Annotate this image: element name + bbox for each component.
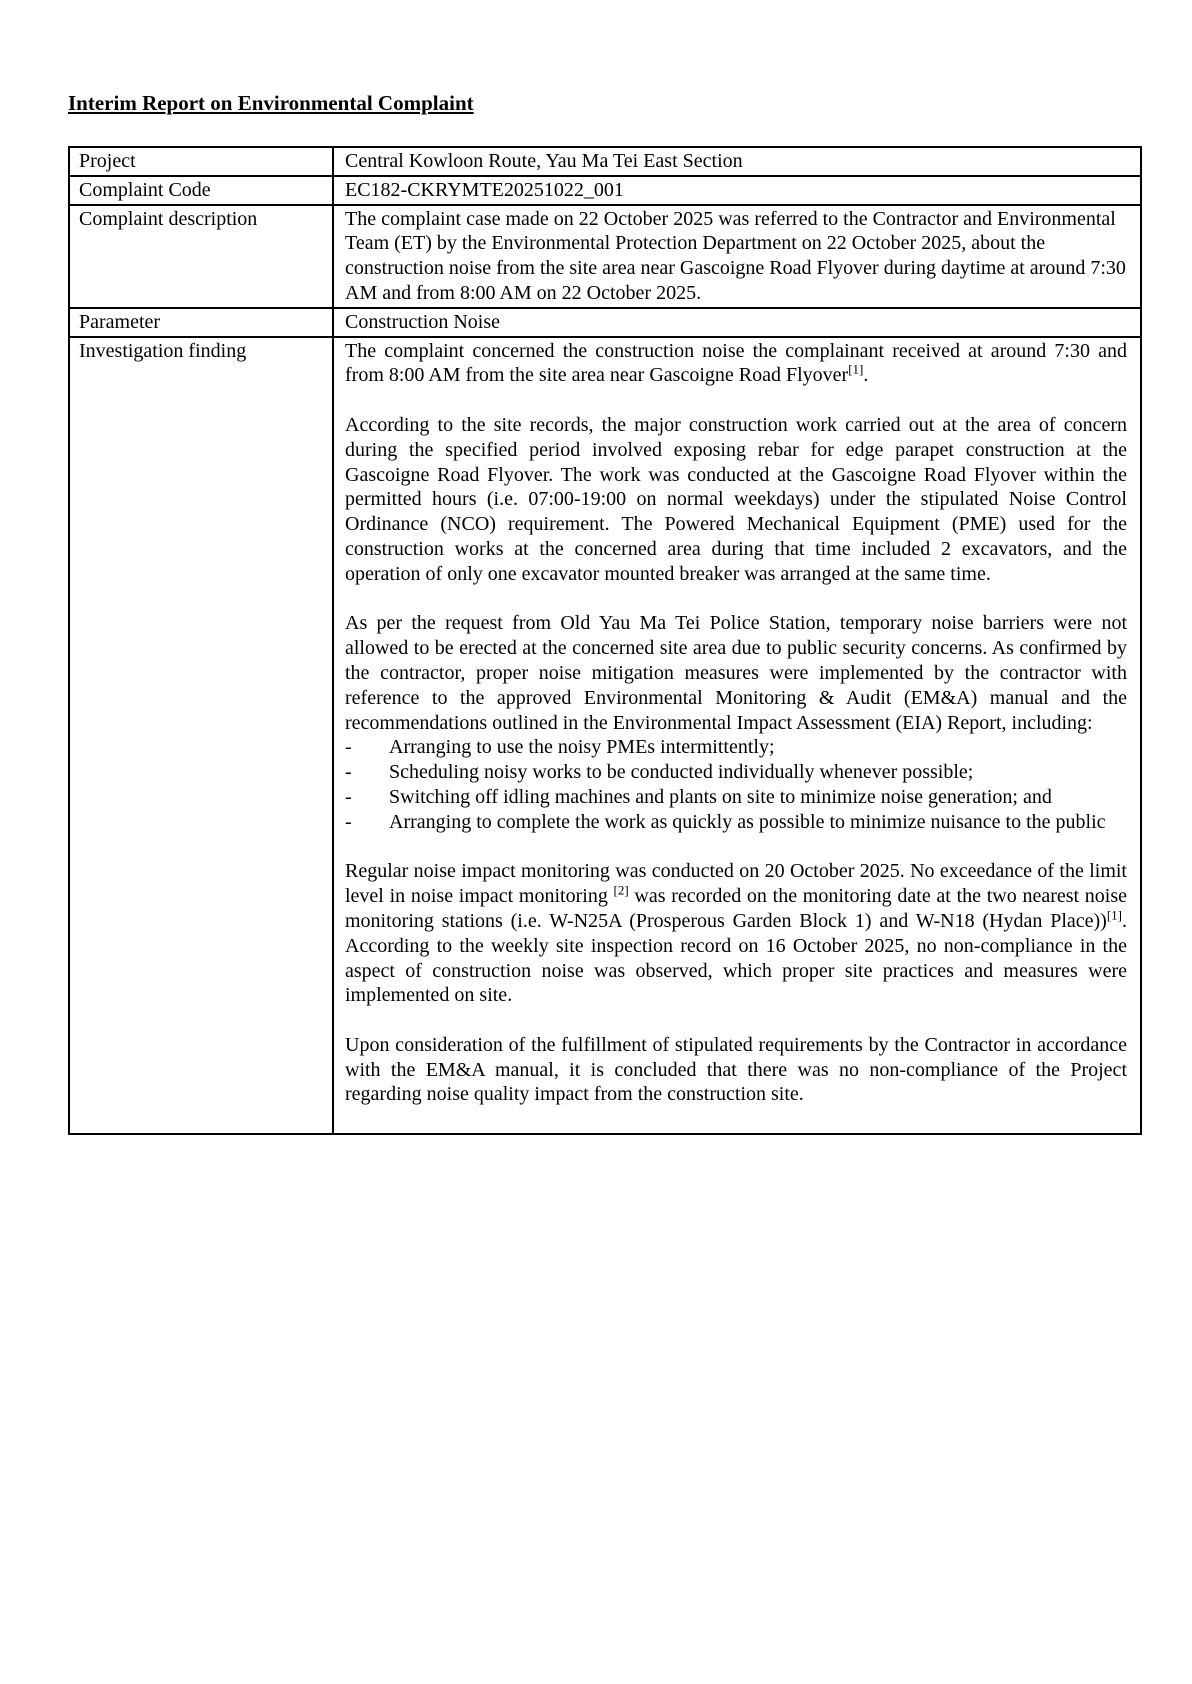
row-label: Complaint Code (69, 176, 333, 205)
blank-line (345, 835, 1127, 860)
footnote-ref: [2] (613, 882, 629, 898)
bullet-text: Arranging to complete the work as quickly as possible to minimize nuisance to the public (389, 810, 1106, 833)
paragraph: EC182-CKRYMTE20251022_001 (345, 178, 624, 201)
table-row (69, 205, 1141, 308)
row-label: Investigation finding (69, 337, 333, 1135)
paragraph: Regular noise impact monitoring was conducted on 20 October 2025. No exceedance of the limit level in noise impact monitoring [2] was recorded on the monitoring date at the two nearest noise monitoring stations (i.e. W-N25A (Prosperous Garden Block 1) and W-N18 (Hydan Place))[1]. According to the weekly site inspection record on 16 October 2025, no non-compliance in the aspect of construction noise was observed, which proper site practices and measures were implemented on site. (345, 860, 1128, 1007)
paragraph: Upon consideration of the fulfillment of stipulated requirements by the Contractor in accordance with the EM&A manual, it is concluded that there was no non-compliance of the Project regarding noise quality impact from the construction site. (345, 1033, 1127, 1106)
bullet-text: Switching off idling machines and plants on site to minimize noise generation; and (389, 785, 1052, 808)
bullet-text: Scheduling noisy works to be conducted individually whenever possible; (389, 761, 974, 784)
page-title: Interim Report on Environmental Complaint (68, 91, 474, 115)
footnote-ref: [1] (1106, 907, 1122, 923)
bullet-item (345, 735, 1127, 760)
row-label: Complaint description (69, 205, 333, 308)
footnote-ref: [1] (848, 361, 864, 377)
table-row (69, 308, 1141, 337)
bullet-dash: - (345, 761, 352, 784)
paragraph: Construction Noise (345, 310, 500, 333)
row-label: Parameter (69, 308, 333, 337)
paragraph: The complaint concerned the construction noise the complainant received at around 7:30 and from 8:00 AM from the site area near Gascoigne Road Flyover[1]. (345, 339, 1127, 387)
bullet-dash: - (345, 736, 352, 759)
row-value (333, 308, 1141, 337)
bullet-item (345, 810, 1127, 835)
blank-line (345, 1008, 1127, 1033)
paragraph: As per the request from Old Yau Ma Tei Police Station, temporary noise barriers were not allowed to be erected at the concerned site area due to public security concerns. As confirmed by the contractor, proper noise mitigation measures were implemented by the contractor with reference to the approved Environmental Monitoring & Audit (EM&A) manual and the recommendations outlined in the Environmental Impact Assessment (EIA) Report, including: (345, 612, 1127, 734)
bullet-dash: - (345, 810, 352, 833)
table-row (69, 337, 1141, 1135)
paragraph: The complaint case made on 22 October 2025 was referred to the Contractor and Environmental Team (ET) by the Environmental Protection Department on 22 October 2025, about the construction noise from the site area near Gascoigne Road Flyover during daytime at around 7:30 AM and from 8:00 AM on 22 October 2025. (345, 207, 1126, 304)
blank-line (345, 587, 1127, 612)
blank-line (345, 388, 1127, 413)
bullet-dash: - (345, 785, 352, 808)
paragraph: Central Kowloon Route, Yau Ma Tei East Section (345, 150, 743, 172)
bullet-item (345, 785, 1127, 810)
complaint-report-table (68, 146, 1142, 1135)
blank-line (345, 1107, 1127, 1132)
paragraph: According to the site records, the major construction work carried out at the area of concern during the specified period involved exposing rebar for edge parapet construction at the Gascoigne Road Flyover. The work was conducted at the Gascoigne Road Flyover within the permitted hours (i.e. 07:00-19:00 on normal weekdays) under the stipulated Noise Control Ordinance (NCO) requirement. The Powered Mechanical Equipment (PME) used for the construction works at the concerned area during that time included 2 excavators, and the operation of only one excavator mounted breaker was arranged at the same time. (345, 413, 1127, 585)
bullet-text: Arranging to use the noisy PMEs intermittently; (389, 736, 775, 759)
row-value (333, 205, 1141, 308)
row-value (333, 337, 1141, 1135)
table-row (69, 176, 1141, 205)
table-row (69, 147, 1141, 176)
row-value (333, 176, 1141, 205)
row-value (333, 147, 1141, 176)
row-label: Project (69, 147, 333, 176)
bullet-item (345, 760, 1127, 785)
report-table-body (69, 147, 1141, 1134)
